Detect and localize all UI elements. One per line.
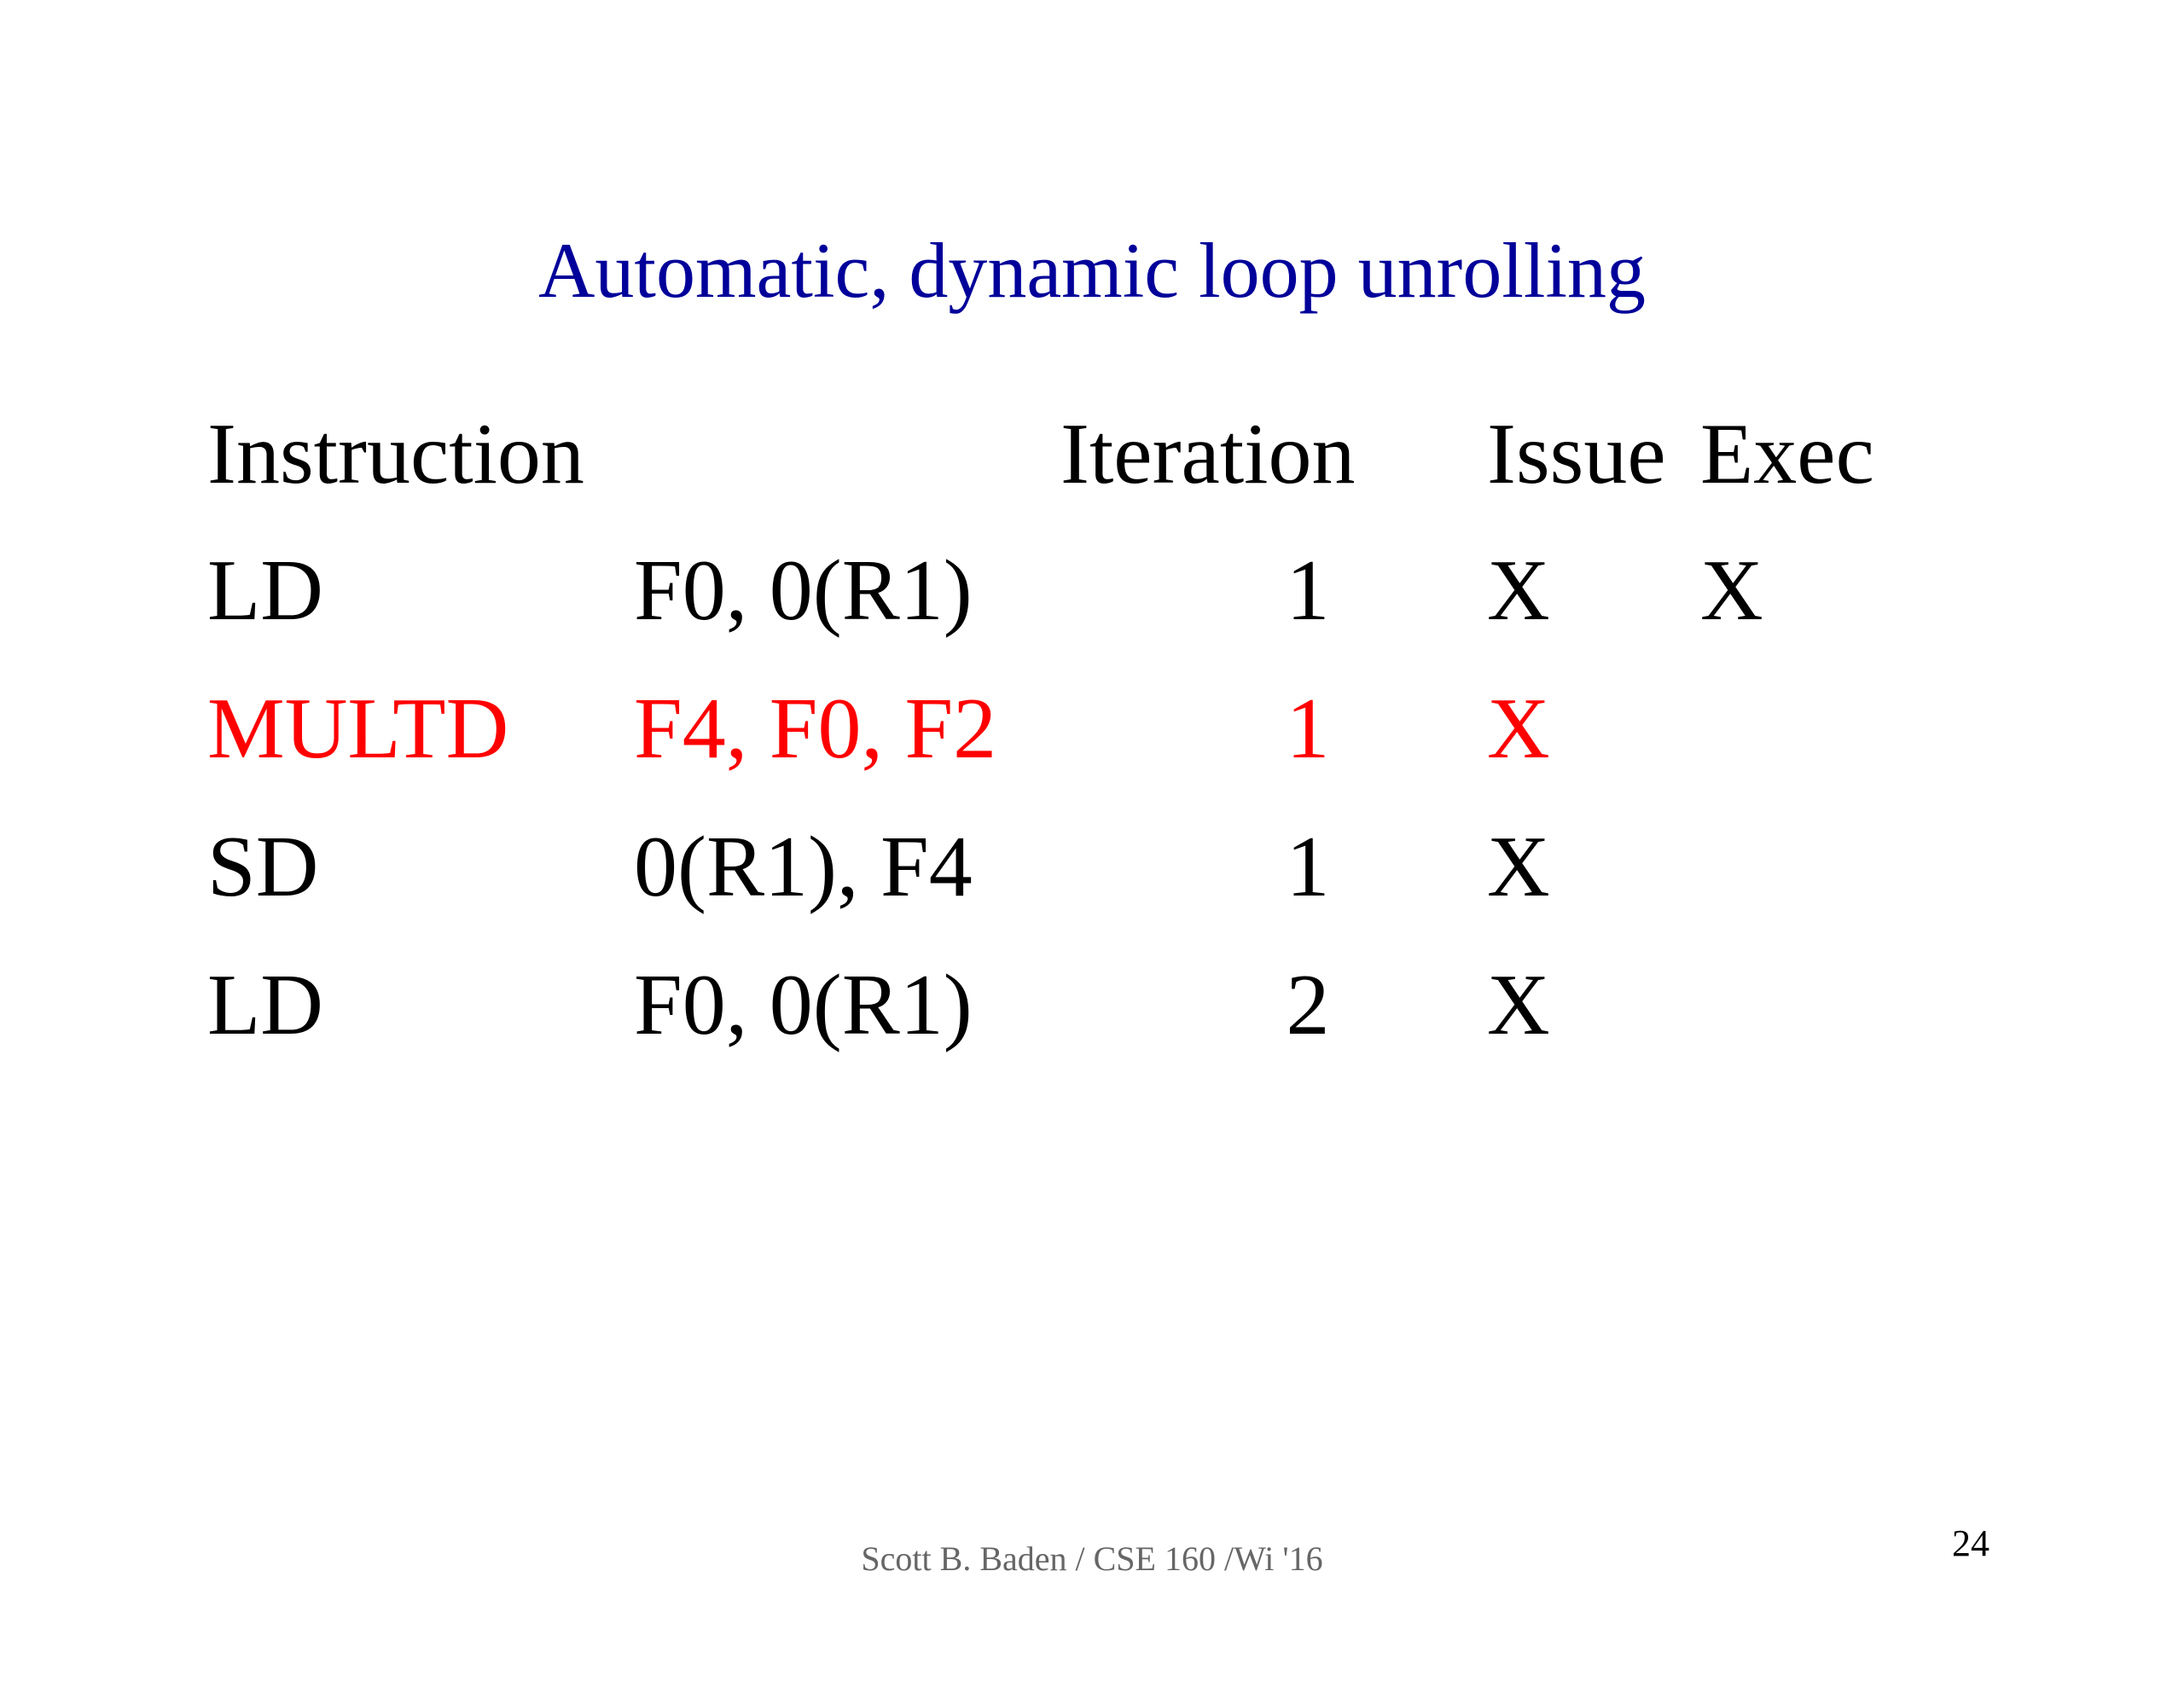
- row-issue: X: [1487, 957, 1550, 1053]
- row-args: 0(R1), F4: [634, 819, 973, 915]
- row-iteration: 2: [1286, 957, 1330, 1053]
- row-issue: X: [1487, 542, 1550, 639]
- row-issue: X: [1487, 819, 1550, 915]
- row-args: F4, F0, F2: [634, 681, 997, 777]
- header-issue: Issue: [1487, 406, 1666, 502]
- row-op: SD: [207, 819, 319, 915]
- row-args: F0, 0(R1): [634, 957, 973, 1053]
- row-iteration: 1: [1286, 819, 1330, 915]
- row-iteration: 1: [1286, 681, 1330, 777]
- row-op: MULTD: [207, 681, 509, 777]
- row-op: LD: [207, 957, 323, 1053]
- row-issue: X: [1487, 681, 1550, 777]
- page-number: 24: [1952, 1522, 1989, 1564]
- header-exec: Exec: [1700, 406, 1874, 502]
- row-iteration: 1: [1286, 542, 1330, 639]
- row-args: F0, 0(R1): [634, 542, 973, 639]
- slide-title: Automatic, dynamic loop unrolling: [537, 227, 1647, 314]
- row-exec: X: [1700, 542, 1763, 639]
- slide-footer: Scott B. Baden / CSE 160 /Wi '16: [861, 1539, 1323, 1578]
- header-iteration: Iteration: [1060, 406, 1356, 502]
- row-op: LD: [207, 542, 323, 639]
- header-instruction: Instruction: [207, 406, 584, 502]
